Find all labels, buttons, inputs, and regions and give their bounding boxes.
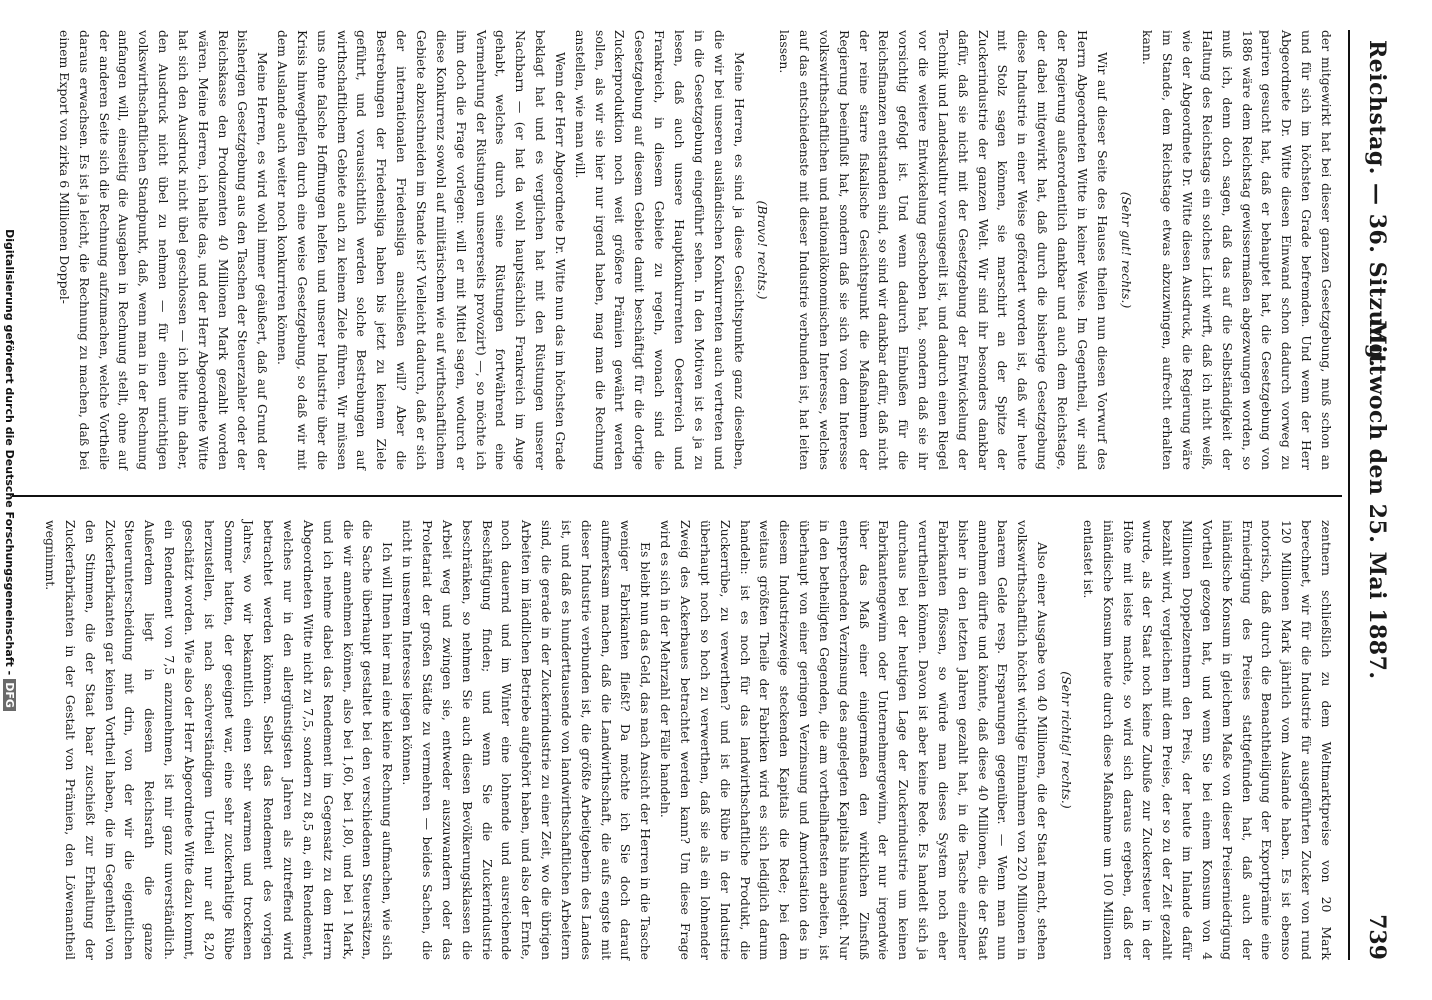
- running-head-left: Reichstag. — 36. Sitzung.: [1364, 40, 1390, 368]
- paragraph: Wir auf dieser Seite des Hauses theilen nun diesen Vorwurf des Herrn Abgeordneten Witte in keiner Weise. Im Gegentheil, wir sind der Regierung außerordentlich dankbar und auch dem Reichstage, der dabei mitgewirkt hat, daß durch die bisherige Gesetzgebung diese Industrie in einer Weise gefördert worden ist, daß wir heute mit Stolz sagen können, sie marschirt an der Spitze der Zuckerindustrie der ganzen Welt. Wir sind ihr besonders dankbar dafür, daß sie nicht mit der Gesetzgebung der Entwickelung der Technik und Landeskultur vorausgeeilt ist, und dadurch einen Riegel vor die weitere Entwickelung geschoben hat, sondern daß sie ihr vorsichtig gefolgt ist. Und wenn dadurch Einbußen für die Reichsfinanzen entstanden sind, so sind wir dankbar dafür, daß nicht der reine starre fiskalische Gesichtspunkt die Maßnahmen der Regierung beeinflußt hat, sondern daß sie sich von dem Interesse volkswirthschaftlichen und nationalökonomischen Interesse, welches auf das entschiedenste mit dieser Industrie verbunden ist, hat leiten lassen.: [777, 30, 1110, 470]
- paragraph: Also einer Ausgabe von 40 Millionen, die der Staat macht, stehen volkswirthschaftlich höchst wichtige Einnahmen von 220 Millionen in baarem Gelde resp. Ersparungen gegenüber. — Wenn man nun annehmen dürfte und könnte, daß diese 40 Millionen, die der Staat bisher in den letzten Jahren gezahlt hat, in die Tasche einzelner Fabrikanten flössen, so würde man dieses System noch eher verurtheilen können. Davon ist aber keine Rede. Es handelt sich ja durchaus bei der heutigen Lage der Zuckerindustrie um keinen Fabrikantengewinn oder Unternehmergewinn, der nur irgendwie über das Maß einer einigermaßen den wirklichen Zinsfuß entsprechenden Verzinsung des angelegten Kapitals hinausgeht. Nur in den betheiligten Gegenden, die am vortheilhaftesten arbeiten, ist überhaupt von einer geringen Verzinsung und Amortisation des in diesem Industriezweige steckenden Kapitals die Rede; bei dem weitaus größten Theile der Fabriken wird es sich lediglich darum handeln: ist es noch für das landwirthschaftliche Produkt, die Zuckerrübe, zu verwerthen? und ist die Rübe in der Industrie überhaupt noch so hoch zu verwerthen, daß sie als ein lohnender Zweig des Ackerbaues betrachtet werden kann? Um diese Frage wird es sich in der Mehrzahl der Fälle handeln.: [658, 520, 1051, 960]
- paragraph: Meine Herren, es wird wohl immer geäußert, daß auf Grund der bisherigen Gesetzgebung aus den Taschen der Steuerzahler oder der Reichskasse den Produzenten 40 Millionen Mark gezahlt worden wären. Meine Herren, ich halte das, und der Herr Abgeordnete Witte hat sich den Ausdruck nicht übel geschlossen — ich bitte ihn daher, den Ausdruck nicht übel zu nehmen — für einen unrichtigen volkswirthschaftlichen Standpunkt, daß, wenn man in der Rechnung anfangen will, einseitig die Ausgaben in Rechnung stellt, ohne auf der anderen Seite sich die Rechnung aufzumachen, welche Vortheile daraus erwachsen. Es ist ja leicht, die Rechnung zu machen, daß bei einem Export von zirka 6 Millionen Doppel-: [56, 30, 271, 470]
- interjection: (Sehr gut! rechts.): [1118, 191, 1134, 309]
- paragraph: der mitgewirkt hat bei dieser ganzen Gesetzgebung, muß schon an und für sich im höchsten Grade befremden. Und wenn der Herr Abgeordnete Dr. Witte diesen Einwand schon dadurch vorweg zu pariren gesucht hat, daß er behauptet hat, die Gesetzgebung von 1886 wäre dem Reichstag gewissermaßen abgezwungen worden, so muß ich, denn doch sagen, daß das auf die Selbständigkeit der Haltung des Reichstags ein solches Licht wirft, daß ich nicht weiß, wie der Abgeordnete Dr. Witte diesen Ausdruck, die Regierung wäre im Stande, dem Reichstage etwas abzuzwingen, aufrecht erhalten kann.: [1140, 30, 1334, 470]
- paragraph: zentnern schließlich zu dem Weltmarktpreise von 20 Mark berechnet, wir für die Industrie für ausgeführten Zucker von rund 120 Millionen Mark jährlich vom Auslande haben. Es ist ebenso notorisch, daß durch die Benachtheiligung der Exportprämie eine Erniedrigung des Preises stattgefunden hat, daß auch der inländische Konsum in gleichem Maße von dieser Preiserniedrigung Vortheil gezogen hat, und wenn Sie bei einem Konsum von 4 Millionen Doppelzentnern den Preis, der heute im Inlande dafür bezahlt wird, vergleichen mit dem Preise, der so zu der Zeit gezahlt wurde, als der Staat noch keine Zubuße zur Zuckersteuer in der Höhe mit leiste machte, so wird sich daraus ergeben, daß der inländische Konsum heute durch diese Maßnahme um 100 Millionen entlastet ist.: [1080, 520, 1334, 960]
- right-column: [40, 520, 1336, 960]
- paragraph: Ich will Ihnen hier mal eine kleine Rechnung aufmachen, wie sich die Sache überhaupt gestaltet bei den verschiedenen Steuersätzen, die wir annehmen können, also bei 1,60, bei 1,80, und bei 1 Mark, und ich nehme dabei das Rendement im Gegensatz zu dem Herrn Abgeordneten Witte nicht zu 7,5, sondern zu 8,5 an, ein Rendement, welches nur in den allergünstigsten Jahren als zutreffend wird betrachtet werden können. Selbst das Rendement des vorigen Jahres, wo wir bekanntlich einen sehr warmen und trockenen Sommer hatten, der geeignet war, eine sehr zuckerhaltige Rübe herzustellen, ist nach sachverständigem Urtheil nur auf 8,20 geschätzt worden. Wie also der Herr Abgeordnete Witte dazu kommt, ein Rendement von 7,5 anzunehmen, ist mir ganz unverständlich. Außerdem liegt in diesem Reichsrath die ganze Steuerunterscheidung mit drin, von der wir die eigentlichen Zuckerfabrikanten gar keinen Vortheil haben, die im Gegentheil von den Stimmen, die der Staat baar zuschießt zur Erhaltung der Zuckerfabrikanten in der Gestalt von Prämien, den Löwenantheil wegnimmt.: [43, 520, 396, 960]
- page-header: [1356, 30, 1396, 970]
- header-rule: [1348, 30, 1350, 960]
- digitization-credit: [3, 0, 16, 960]
- page-number: 739: [1364, 914, 1390, 960]
- paragraph: Es bleibt nun das Geld, das nach Ansicht der Herren in die Tasche weniger Fabrikanten fließt? Da möchte ich Sie doch darauf aufmerksam machen, daß die Landwirthschaft, die aufs engste mit dieser Industrie verbunden ist, die größte Arbeitgeberin des Landes ist, und daß es hunderttausende von landwirthschaftlichen Arbeitern sind, die gerade in der Zuckerindustrie zu einer Zeit, wo die übrigen Arbeiten im ländlichen Betriebe aufgehört haben, und also der Ernte, noch dauernd und im Winter eine lohnende und ausreichende Beschäftigung finden; und wenn Sie die Zuckerindustrie beschränken, so nehmen Sie auch diesen Bevölkerungsklassen die Arbeit weg und zwingen sie, entweder auszuwandern oder das Proletariat der großen Städte zu vermehren — beides Sachen, die nicht in unserem Interesse liegen können.: [400, 520, 654, 960]
- column-divider: [12, 495, 1342, 497]
- interjection: (Bravo! rechts.): [755, 200, 771, 300]
- paragraph: Meine Herren, es sind ja diese Gesichtspunkte ganz dieselben, die wir bei unseren ausländischen Konkurrenten auch vertreten und in die Gesetzgebung eingeführt sehen. In den Motiven ist es ja zu lesen, daß auch unsere Hauptkonkurrenten Oesterreich und Frankreich, in diesem Gebiete zu regeln, wonach sind die Gesetzgebung auf diesem Gebiete damit beschäftigt für die dortige Zuckerproduktion noch weit größere Prämien gewährt werden sollen, als wir sie hier nur irgend haben, mag man die Rechnung anstellen, wie man will.: [572, 30, 747, 470]
- dfg-logo: DFG: [3, 679, 16, 711]
- running-head-date: Mittwoch den 25. Mai 1887.: [1364, 320, 1390, 680]
- interjection: (Sehr richtig! rechts.): [1059, 671, 1075, 809]
- left-column: [54, 30, 1336, 470]
- paragraph: Wenn der Herr Abgeordnete Dr. Witte nun das im höchsten Grade beklagt hat und es verglichen hat mit den Rüstungen unserer Nachbarn — (er hat da wohl hauptsächlich Frankreich im Auge gehabt, welches durch seine Rüstungen fortwährend eine Vermehrung der Rüstungen unsererseits provozirt) —, so möchte ich ihm doch die Frage vorlegen: will er mit Mittel sagen, wodurch er diese Konkurrenz sowohl auf militärischem wie auf wirthschaftlichem Gebiete abzuschneiden im Stande ist? Vielleicht dadurch, daß er sich der internationalen Friedensliga anschließen will? Aber die Bestrebungen der Friedensliga haben bis jetzt zu keinem Ziele geführt, und voraussichtlich werden solche Bestrebungen auf wirthschaftlichem Gebiete auch zu keinem Ziele führen. Wir müssen uns ohne falsche Hoffnungen helfen und unserer Industrie über die Krisis hinweghelfen durch eine weise Gesetzgebung, so daß wir mit dem Auslande auch weiter noch konkurriren können.: [275, 30, 568, 470]
- credit-text: Digitalisierung gefördert durch die Deutsche Forschungsgemeinschaft -: [3, 229, 16, 676]
